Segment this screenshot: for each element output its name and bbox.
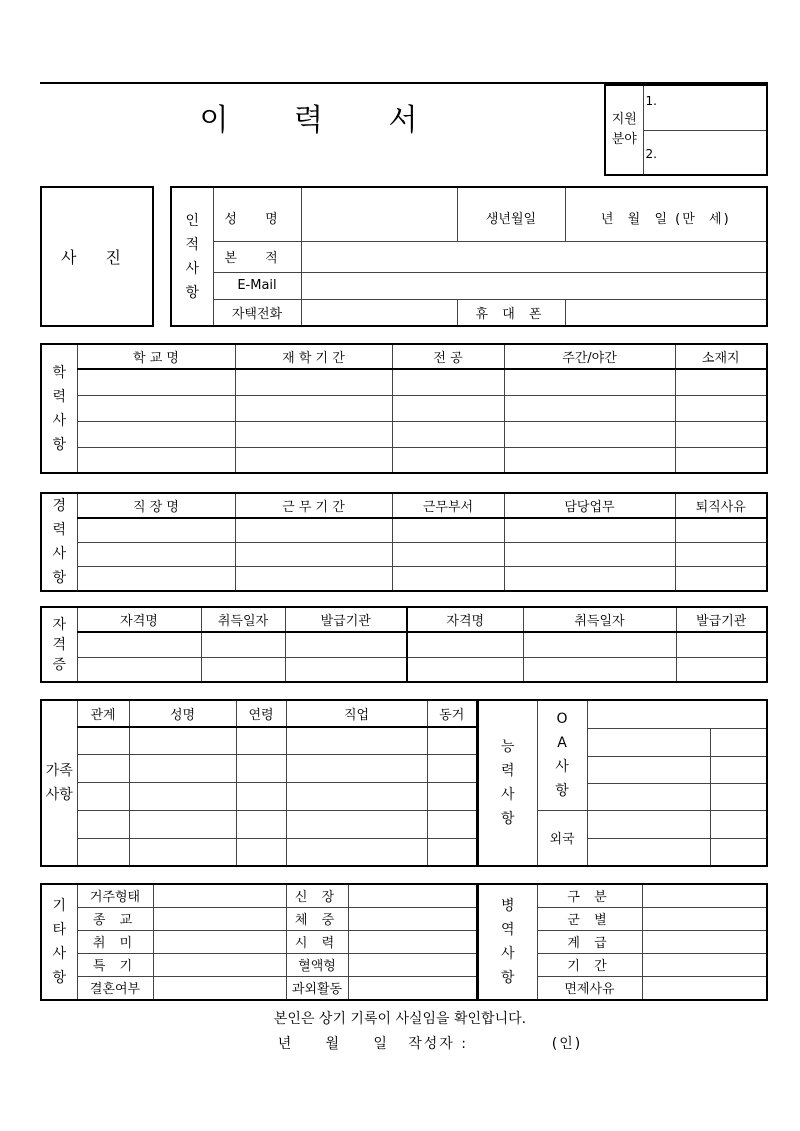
license-header-issuer-2: 발급기관: [676, 607, 767, 632]
license-table: [40, 606, 768, 683]
career-header-period: 근 무 기 간: [235, 493, 392, 518]
table-row: [41, 838, 477, 866]
foreign-field-1[interactable]: [587, 810, 710, 838]
career-header-reason: 퇴직사유: [675, 493, 767, 518]
ability-table: [477, 699, 768, 867]
career-header-department: 근무부서: [392, 493, 504, 518]
height-field[interactable]: [348, 884, 477, 907]
personal-section-label: 인 적 사 항: [171, 187, 213, 326]
family-header-age: 연령: [236, 700, 286, 727]
weight-label: 체 중: [286, 907, 348, 930]
military-branch-field[interactable]: [642, 907, 767, 930]
activities-label: 과외활동: [286, 976, 348, 1000]
other-table: [40, 883, 478, 1001]
table-row: [41, 632, 767, 657]
table-row: [41, 754, 477, 782]
table-row: [41, 447, 767, 473]
blood-type-label: 혈액형: [286, 953, 348, 976]
home-phone-field[interactable]: [301, 299, 457, 326]
table-row: [41, 810, 477, 838]
email-label: E-Mail: [213, 272, 301, 299]
education-table: [40, 343, 768, 474]
military-rank-field[interactable]: [642, 930, 767, 953]
family-header-living: 동거: [427, 700, 477, 727]
hobby-field[interactable]: [153, 930, 286, 953]
mobile-label: 휴 대 폰: [457, 299, 565, 326]
blood-type-field[interactable]: [348, 953, 477, 976]
origin-label: 본 적: [213, 241, 301, 272]
home-phone-label: 자택전화: [213, 299, 301, 326]
photo-box[interactable]: 사 진: [40, 186, 154, 327]
hobby-label: 취 미: [77, 930, 153, 953]
military-table: [477, 883, 768, 1001]
document-title: 이 력 서: [199, 103, 446, 138]
name-label: 성 명: [213, 187, 301, 241]
mobile-field[interactable]: [565, 299, 767, 326]
family-header-name: 성명: [129, 700, 236, 727]
license-header-issuer: 발급기관: [285, 607, 407, 632]
oa-field-4[interactable]: [587, 783, 710, 810]
license-header-date: 취득일자: [201, 607, 285, 632]
oa-field-2b[interactable]: [710, 728, 767, 756]
table-row: [41, 395, 767, 421]
residence-label: 거주형태: [77, 884, 153, 907]
family-header-job: 직업: [286, 700, 427, 727]
table-row: [41, 727, 477, 754]
table-row: [41, 421, 767, 447]
table-row: [41, 657, 767, 682]
ability-section-label: 능 력 사 항: [478, 700, 537, 866]
exemption-reason-field[interactable]: [642, 976, 767, 1000]
career-section-label: 경 력 사 항: [41, 493, 77, 591]
family-table: [40, 699, 478, 867]
military-period-field[interactable]: [642, 953, 767, 976]
foreign-label: 외국: [537, 810, 587, 866]
oa-field-3[interactable]: [587, 756, 710, 783]
exemption-reason-label: 면제사유: [537, 976, 642, 1000]
activities-field[interactable]: [348, 976, 477, 1000]
name-field[interactable]: [301, 187, 457, 241]
table-row: [41, 369, 767, 395]
oa-field-2[interactable]: [587, 728, 710, 756]
apply-field-table: [604, 84, 768, 176]
marital-status-field[interactable]: [153, 976, 286, 1000]
career-table: [40, 492, 768, 592]
career-header-company: 직 장 명: [77, 493, 235, 518]
religion-field[interactable]: [153, 907, 286, 930]
marital-status-label: 결혼여부: [77, 976, 153, 1000]
education-header-major: 전 공: [392, 344, 504, 369]
religion-label: 종 교: [77, 907, 153, 930]
eyesight-field[interactable]: [348, 930, 477, 953]
education-header-daynight: 주간/야간: [504, 344, 675, 369]
table-row: [41, 542, 767, 566]
origin-field[interactable]: [301, 241, 767, 272]
family-header-relation: 관계: [77, 700, 129, 727]
table-row: [41, 782, 477, 810]
education-section-label: 학 력 사 항: [41, 344, 77, 473]
military-type-field[interactable]: [642, 884, 767, 907]
education-header-period: 재 학 기 간: [235, 344, 392, 369]
military-section-label: 병 역 사 항: [478, 884, 537, 1000]
email-field[interactable]: [301, 272, 767, 299]
education-header-school: 학 교 명: [77, 344, 235, 369]
birth-label: 생년월일: [457, 187, 565, 241]
oa-field-1[interactable]: [587, 700, 767, 728]
oa-label: O A 사 항: [537, 700, 587, 810]
height-label: 신 장: [286, 884, 348, 907]
license-header-name: 자격명: [77, 607, 201, 632]
education-header-location: 소재지: [675, 344, 767, 369]
special-skill-field[interactable]: [153, 953, 286, 976]
oa-field-4b[interactable]: [710, 783, 767, 810]
military-branch-label: 군 별: [537, 907, 642, 930]
apply-field-label: 지원 분야: [605, 85, 643, 175]
license-header-date-2: 취득일자: [523, 607, 676, 632]
eyesight-label: 시 력: [286, 930, 348, 953]
personal-info-table: [170, 186, 768, 327]
foreign-field-2b[interactable]: [710, 838, 767, 866]
license-header-name-2: 자격명: [407, 607, 523, 632]
military-period-label: 기 간: [537, 953, 642, 976]
foreign-field-1b[interactable]: [710, 810, 767, 838]
license-section-label: 자 격 증: [41, 607, 77, 682]
military-type-label: 구 분: [537, 884, 642, 907]
declaration-text: 본인은 상기 기록이 사실임을 확인합니다.: [273, 1011, 527, 1027]
family-section-label: 가족 사항: [41, 700, 77, 866]
special-skill-label: 특 기: [77, 953, 153, 976]
career-header-duty: 담당업무: [504, 493, 675, 518]
oa-field-3b[interactable]: [710, 756, 767, 783]
residence-field[interactable]: [153, 884, 286, 907]
table-row: [41, 518, 767, 542]
birth-field[interactable]: 년 월 일 (만 세): [565, 187, 767, 241]
apply-field-line-2[interactable]: 2.: [643, 130, 767, 175]
foreign-field-2[interactable]: [587, 838, 710, 866]
apply-field-line-1[interactable]: 1.: [643, 85, 767, 130]
weight-field[interactable]: [348, 907, 477, 930]
table-row: [41, 567, 767, 591]
military-rank-label: 계 급: [537, 930, 642, 953]
signature-line: 년 월 일 작성자 : (인): [277, 1036, 583, 1052]
other-section-label: 기 타 사 항: [41, 884, 77, 1000]
